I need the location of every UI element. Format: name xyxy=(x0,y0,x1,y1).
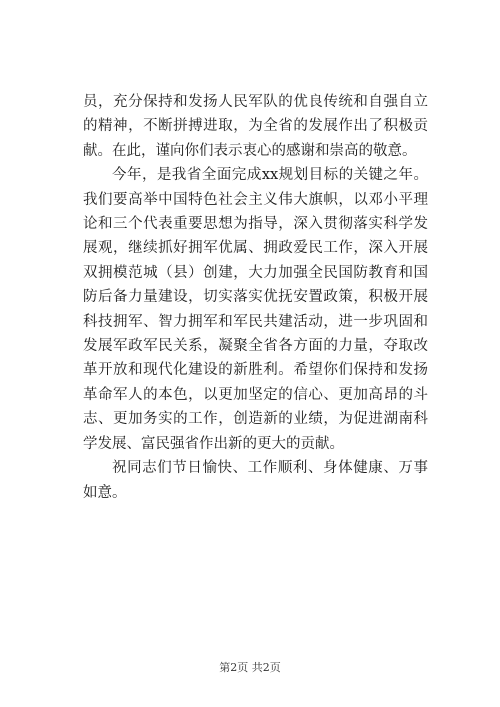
document-body xyxy=(83,90,428,505)
page-footer xyxy=(0,659,500,675)
paragraph-greeting: 祝同志们节日愉快、工作顺利、身体健康、万事如意。 xyxy=(83,460,428,501)
paragraph-continuation: 员，充分保持和发扬人民军队的优良传统和自强自立的精神，不断拼搏进取，为全省的发展作出了积极贡献。在此，谨向你们表示衷心的感谢和崇高的敬意。 xyxy=(83,94,428,159)
paragraph-goals: 今年，是我省全面完成xx规划目标的关键之年。我们要高举中国特色社会主义伟大旗帜，以邓小平理论和三个代表重要思想为指导，深入贯彻落实科学发展观，继续抓好拥军优属、拥政爱民工作，深入开展双拥模范城（县）创建，大力加强全民国防教育和国防后备力量建设，切实落实优抚安置政策，积极开展科技拥军、智力拥军和军民共建活动，进一步巩固和发展军政军民关系，凝聚全省各方面的力量，夺取改革开放和现代化建设的新胜利。希望你们保持和发扬革命军人的本色，以更加坚定的信心、更加高昂的斗志、更加务实的工作，创造新的业绩，为促进湖南科学发展、富民强省作出新的更大的贡献。 xyxy=(83,167,428,452)
page-number-label: 第2页 共2页 xyxy=(219,661,281,674)
